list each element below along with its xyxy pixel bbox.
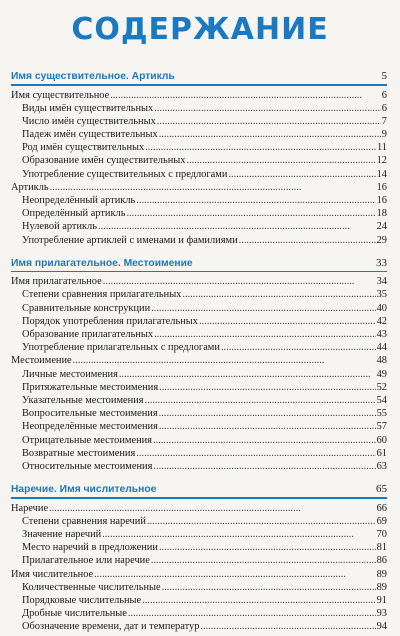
dot-leader: [228, 168, 375, 181]
dot-leader: [239, 234, 376, 247]
dot-leader: [151, 302, 375, 315]
entry-title: Личные местоимения: [22, 368, 118, 380]
section-heading[interactable]: [11, 67, 387, 84]
entry-page-number: 35: [376, 289, 387, 301]
toc-entry[interactable]: [11, 502, 387, 515]
entry-page-number: 70: [376, 528, 387, 540]
entry-page-number: 12: [376, 155, 387, 167]
entry-page-number: 6: [381, 89, 387, 101]
toc-subentry[interactable]: [11, 515, 387, 528]
section-page-number: 33: [376, 256, 387, 269]
dot-leader: [200, 620, 375, 633]
entry-page-number: 48: [376, 355, 387, 367]
entry-title: Степени сравнения прилагательных: [22, 289, 182, 301]
dot-leader: [154, 102, 381, 115]
toc-subentry[interactable]: [11, 288, 387, 301]
entry-title: Притяжательные местоимения: [22, 381, 159, 393]
toc-subentry[interactable]: [11, 420, 387, 433]
entry-page-number: 66: [376, 502, 387, 514]
entry-title: Артикль: [11, 181, 49, 193]
dot-leader: [151, 554, 376, 567]
dot-leader: [136, 194, 375, 207]
toc-subentry[interactable]: [11, 407, 387, 420]
toc-subentry[interactable]: [11, 302, 387, 315]
dot-leader: [199, 315, 376, 328]
entry-page-number: 7: [381, 115, 387, 127]
toc-subentry[interactable]: [11, 368, 387, 381]
toc-subentry[interactable]: [11, 328, 387, 341]
entry-title: Употребление артиклей с именами и фамилиями: [22, 234, 238, 246]
toc-subentry[interactable]: [11, 581, 387, 594]
section-title: Имя прилагательное. Местоимение: [11, 257, 193, 269]
entry-title: Образование прилагательных: [22, 329, 154, 340]
entry-title: Неопределённый артикль: [22, 195, 136, 206]
dot-leader: [147, 515, 376, 528]
dot-leader: [159, 407, 376, 420]
dot-leader: [159, 420, 376, 433]
entry-page-number: 9: [381, 129, 387, 141]
dot-leader: [142, 594, 375, 607]
entry-title: Нулевой артикль: [22, 221, 97, 233]
toc-subentry[interactable]: [11, 194, 387, 207]
toc-section: [11, 67, 387, 247]
dot-leader: [98, 220, 376, 233]
toc-entry[interactable]: [11, 181, 387, 194]
entry-page-number: 44: [376, 342, 387, 354]
toc-subentry[interactable]: [11, 434, 387, 447]
entry-title: Вопросительные местоимения: [22, 408, 158, 420]
page-title: СОДЕРЖАНИЕ: [71, 12, 329, 47]
entry-page-number: 55: [376, 408, 387, 420]
entry-page-number: 24: [376, 221, 387, 233]
dot-leader: [119, 368, 376, 381]
dot-leader: [153, 434, 376, 447]
toc-subentry[interactable]: [11, 168, 387, 181]
entry-page-number: 60: [376, 434, 387, 446]
entry-title: Указательные местоимения: [22, 394, 144, 406]
entry-title: Наречие: [11, 502, 49, 514]
toc-subentry[interactable]: [11, 102, 387, 115]
dot-leader: [159, 128, 381, 141]
toc-entry[interactable]: [11, 568, 387, 581]
entry-page-number: 89: [376, 581, 387, 593]
entry-page-number: 89: [376, 568, 387, 580]
section-heading[interactable]: [11, 480, 387, 497]
dot-leader: [136, 447, 375, 460]
entry-page-number: 11: [376, 142, 387, 154]
entry-page-number: 91: [376, 594, 387, 606]
entry-title: Дробные числительные: [22, 608, 127, 620]
dot-leader: [94, 568, 375, 581]
entry-title: Число имён существительных: [22, 115, 156, 127]
entry-page-number: 49: [376, 368, 387, 380]
entry-title: Имя числительное: [11, 568, 94, 580]
entry-title: Род имён существительных: [22, 142, 145, 154]
entry-page-number: 93: [376, 608, 387, 620]
entry-page-number: 42: [376, 315, 387, 327]
toc-subentry[interactable]: [11, 141, 387, 154]
toc-subentry[interactable]: [11, 541, 387, 554]
entry-page-number: 14: [376, 168, 387, 180]
entry-title: Сравнительные конструкции: [22, 302, 151, 314]
toc-section: [11, 480, 387, 633]
dot-leader: [110, 89, 381, 102]
entry-title: Порядок употребления прилагательных: [22, 315, 198, 327]
toc-subentry[interactable]: [11, 154, 387, 167]
entry-page-number: 63: [376, 460, 387, 472]
entry-title: Имя существительное: [11, 89, 110, 101]
toc-subentry[interactable]: [11, 234, 387, 247]
entry-title: Количественные числительные: [22, 581, 161, 593]
entry-page-number: 86: [376, 555, 387, 567]
toc-subentry[interactable]: [11, 607, 387, 620]
toc-entry[interactable]: [11, 275, 387, 288]
dot-leader: [154, 328, 376, 341]
section-title: Имя существительное. Артикль: [11, 71, 175, 82]
dot-leader: [102, 528, 375, 541]
dot-leader: [182, 288, 375, 301]
dot-leader: [221, 341, 376, 354]
dot-leader: [126, 207, 375, 220]
toc-subentry[interactable]: [11, 460, 387, 473]
entry-page-number: 43: [376, 329, 387, 340]
entry-title: Степени сравнения наречий: [22, 515, 146, 527]
entry-page-number: 34: [376, 276, 387, 288]
dot-leader: [157, 115, 381, 128]
section-heading[interactable]: [11, 254, 387, 271]
dot-leader: [153, 460, 375, 473]
entry-title: Возвратные местоимения: [22, 447, 136, 459]
toc-subentry[interactable]: [11, 315, 387, 328]
section-page-number: 65: [376, 483, 387, 496]
table-of-contents: [11, 67, 387, 636]
dot-leader: [159, 381, 376, 394]
entry-title: Местоимение: [11, 355, 72, 367]
toc-subentry[interactable]: [11, 447, 387, 460]
entry-page-number: 81: [376, 542, 387, 554]
entry-page-number: 61: [376, 447, 387, 459]
entry-title: Употребление прилагательных с предлогами: [22, 342, 220, 354]
entry-title: Падеж имён существительных: [22, 129, 158, 141]
entry-title: Виды имён существительных: [22, 102, 154, 114]
entry-page-number: 18: [376, 208, 387, 220]
entry-title: Отрицательные местоимения: [22, 434, 152, 446]
toc-subentry[interactable]: [11, 528, 387, 541]
dot-leader: [50, 181, 376, 194]
entry-page-number: 40: [376, 302, 387, 314]
dot-leader: [103, 275, 376, 288]
toc-subentry[interactable]: [11, 341, 387, 354]
entry-page-number: 16: [376, 181, 387, 193]
section-page-number: 5: [381, 70, 387, 82]
toc-subentry[interactable]: [11, 115, 387, 128]
entry-title: Имя прилагательное: [11, 276, 102, 288]
toc-entry[interactable]: [11, 89, 387, 102]
dot-leader: [159, 541, 376, 554]
section-title: Наречие. Имя числительное: [11, 484, 157, 496]
entry-page-number: 94: [376, 621, 387, 633]
toc-subentry[interactable]: [11, 554, 387, 567]
dot-leader: [49, 502, 376, 515]
entry-title: Неопределённые местоимения: [22, 421, 158, 433]
dot-leader: [162, 581, 376, 594]
entry-title: Относительные местоимения: [22, 460, 153, 472]
toc-subentry[interactable]: [11, 128, 387, 141]
entry-title: Употребление существительных с предлогами: [22, 168, 228, 180]
dot-leader: [145, 394, 376, 407]
toc-section: [11, 254, 387, 473]
dot-leader: [186, 154, 375, 167]
entry-page-number: 54: [376, 394, 387, 406]
entry-title: Обозначение времени, дат и температур: [22, 621, 200, 633]
entry-page-number: 52: [376, 381, 387, 393]
section-divider: [11, 271, 387, 273]
entry-page-number: 69: [376, 515, 387, 527]
entry-title: Порядковые числительные: [22, 594, 142, 606]
toc-subentry[interactable]: [11, 220, 387, 233]
toc-subentry[interactable]: [11, 381, 387, 394]
toc-entry[interactable]: [11, 354, 387, 367]
dot-leader: [73, 354, 376, 367]
entry-page-number: 6: [381, 102, 387, 114]
entry-title: Образование имён существительных: [22, 155, 186, 167]
entry-title: Определённый артикль: [22, 208, 126, 220]
toc-subentry[interactable]: [11, 207, 387, 220]
section-divider: [11, 84, 387, 86]
dot-leader: [128, 607, 376, 620]
entry-page-number: 16: [376, 195, 387, 206]
toc-subentry[interactable]: [11, 594, 387, 607]
entry-title: Прилагательное или наречие: [22, 555, 150, 567]
entry-title: Значение наречий: [22, 528, 102, 540]
entry-title: Место наречий в предложении: [22, 542, 158, 554]
toc-subentry[interactable]: [11, 394, 387, 407]
entry-page-number: 57: [376, 421, 387, 433]
toc-subentry[interactable]: [11, 620, 387, 633]
section-divider: [11, 497, 387, 499]
entry-page-number: 29: [376, 234, 387, 246]
dot-leader: [145, 141, 376, 154]
